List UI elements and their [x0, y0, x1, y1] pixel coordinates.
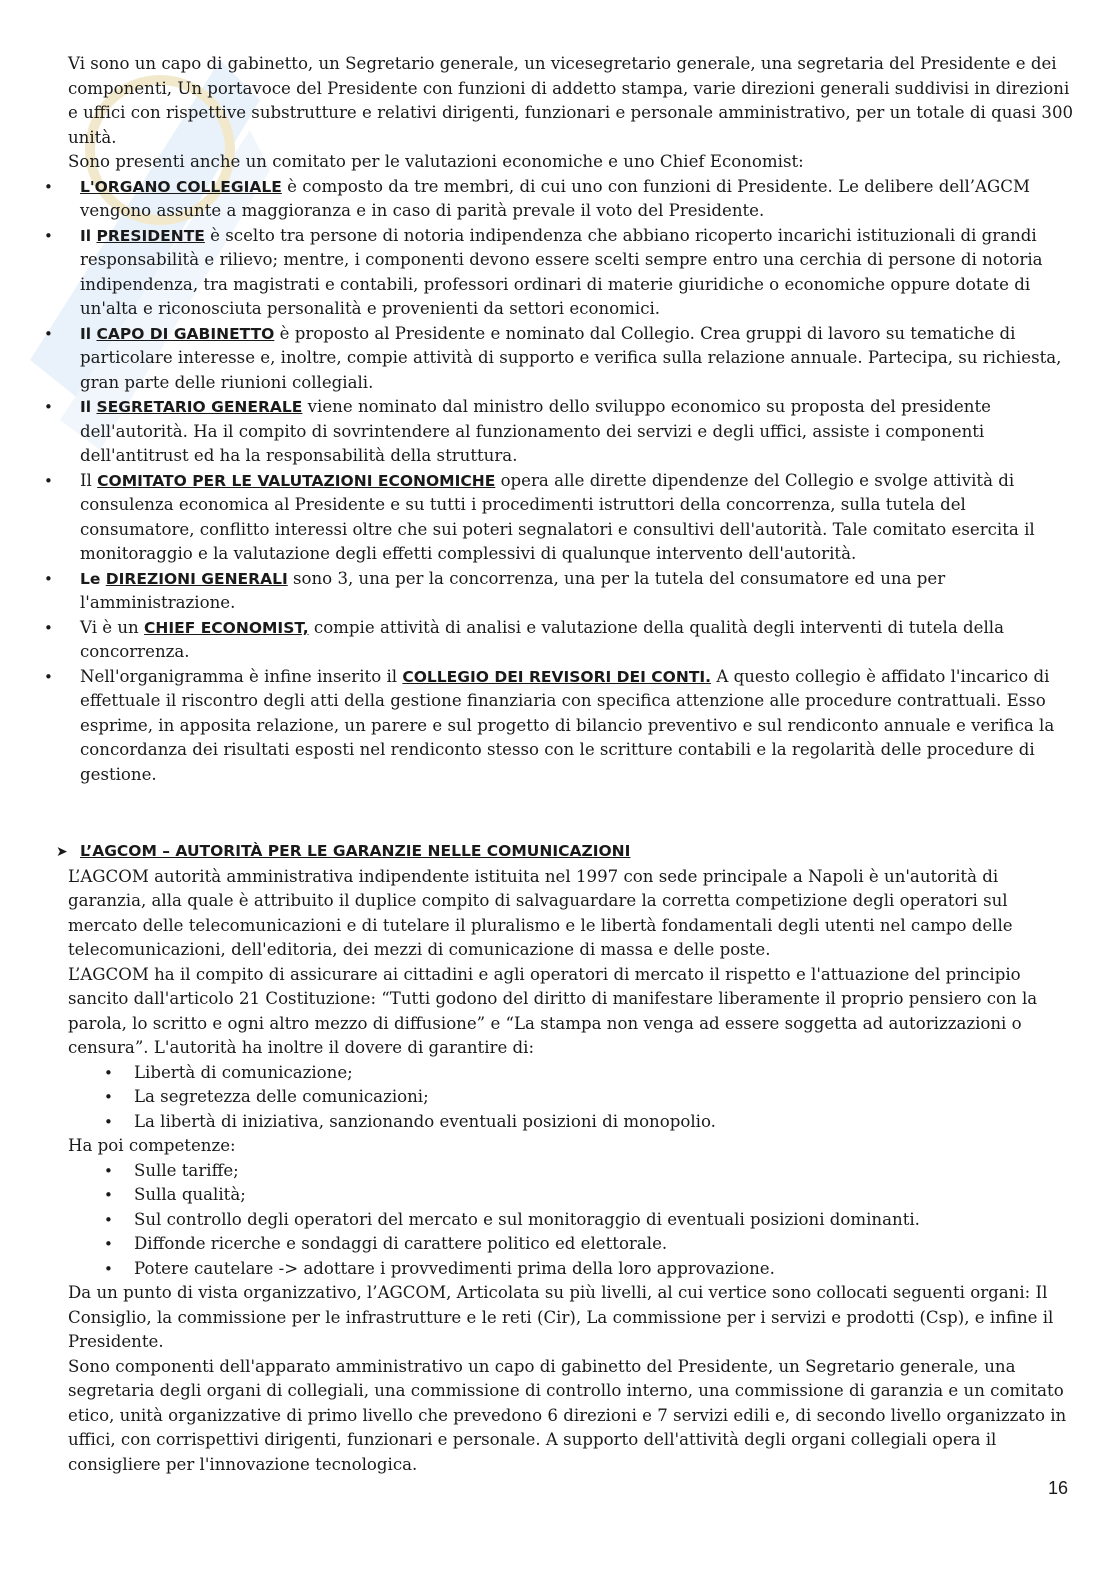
list-item — [68, 322, 1078, 396]
item-term: COLLEGIO DEI REVISORI DEI CONTI. — [402, 667, 712, 686]
agcom-paragraph-4: Da un punto di vista organizzativo, l’AGCOM, Articolata su più livelli, al cui vertice sono collocati seguenti organi: Il Consiglio, la commissione per le infrastrutture e le reti (Cir), La commissione per i servizi e prodotti (Csp), e infine il Presidente. — [68, 1283, 1054, 1351]
list-item: • La segretezza delle comunicazioni; — [134, 1085, 1078, 1110]
agcom-paragraph-1: L’AGCOM autorità amministrativa indipendente istituita nel 1997 con sede principale a Napoli è un'autorità di garanzia, alla quale è attribuito il duplice compito di salvaguardare la corretta competizione degli operatori sul mercato delle telecomunicazioni e di tutelare il pluralismo e le libertà fondamentali degli utenti nel campo delle telecomunicazioni, dell'editoria, dei mezzi di comunicazione di massa e delle poste. — [68, 866, 1013, 959]
item-prefix: Il — [80, 470, 98, 490]
list-item — [68, 395, 1078, 469]
item-prefix: Vi è un — [80, 617, 145, 637]
list-item: • Sulla qualità; — [134, 1183, 1078, 1208]
list-item: • Diffonde ricerche e sondaggi di carattere politico ed elettorale. — [134, 1232, 1078, 1257]
item-term: DIREZIONI GENERALI — [105, 569, 288, 588]
item-term: L'ORGANO COLLEGIALE — [80, 177, 282, 196]
agcom-paragraph-3: Ha poi competenze: — [68, 1136, 236, 1155]
arrow-bullet-icon: ➤ — [56, 844, 68, 860]
item-prefix: Il — [80, 226, 97, 245]
organs-list — [68, 175, 1078, 788]
list-item: • Potere cautelare -> adottare i provvedimenti prima della loro approvazione. — [134, 1257, 1078, 1282]
intro-paragraph-2: Sono presenti anche un comitato per le valutazioni economiche e uno Chief Economist: — [68, 152, 804, 171]
item-prefix: Il — [80, 324, 97, 343]
guarantees-list — [68, 1061, 1078, 1135]
item-text: A questo collegio è affidato l'incarico di effettuale il riscontro degli atti della gestione finanziaria con specifica attenzione alle procedure contrattuali. Esso esprime, in apposita relazione, un parere e sul progetto di bilancio preventivo e sul rendiconto annuale e verifica la concordanza dei risultati esposti nel rendiconto stesso con le scritture contabili e la regolarità delle procedure di gestione. — [80, 666, 1055, 784]
item-text: sono 3, una per la concorrenza, una per la tutela del consumatore ed una per l'amministrazione. — [80, 568, 946, 612]
list-item — [68, 567, 1078, 616]
list-item: • Sul controllo degli operatori del mercato e sul monitoraggio di eventuali posizioni dominanti. — [134, 1208, 1078, 1233]
agcom-paragraph-5: Sono componenti dell'apparato amministrativo un capo di gabinetto del Presidente, un Segretario generale, una segretaria degli organi di collegiali, una commissione di controllo interno, una commissione di garanzia e un comitato etico, unità organizzative di primo livello che prevedono 6 direzioni e 7 servizi edili e, di secondo livello organizzato in uffici, con corrispettivi dirigenti, funzionari e personale. A supporto dell'attività degli organi collegiali opera il consigliere per l'innovazione tecnologica. — [68, 1356, 1067, 1474]
list-item — [68, 665, 1078, 788]
item-term: SEGRETARIO GENERALE — [96, 398, 303, 416]
section-heading — [56, 839, 1078, 865]
item-term: CHIEF ECONOMIST, — [144, 618, 309, 637]
item-term: COMITATO PER LE VALUTAZIONI ECONOMICHE — [97, 471, 496, 490]
list-item: • Libertà di comunicazione; — [134, 1061, 1078, 1086]
list-item — [68, 175, 1078, 224]
item-term: CAPO DI GABINETTO — [96, 324, 275, 343]
item-prefix: Nell'organigramma è infine inserito il — [80, 666, 403, 686]
item-prefix: Le — [80, 569, 106, 588]
list-item: • Sulle tariffe; — [134, 1159, 1078, 1184]
page-content — [56, 52, 1078, 1477]
list-item — [68, 469, 1078, 567]
item-term: PRESIDENTE — [96, 226, 205, 245]
page-number: 16 — [1047, 1478, 1068, 1498]
agcom-paragraph-2: L’AGCOM ha il compito di assicurare ai cittadini e agli operatori di mercato il rispetto e l'attuazione del principio sancito dall'articolo 21 Costituzione: “Tutti godono del diritto di manifestare liberamente il proprio pensiero con la parola, lo scritto e ogni altro mezzo di diffusione” e “La stampa non venga ad essere soggetta ad autorizzazioni o censura”. L'autorità ha inoltre il dovere di garantire di: — [68, 964, 1038, 1057]
section-spacer — [68, 787, 1078, 839]
item-text: viene nominato dal ministro dello sviluppo economico su proposta del presidente dell'autorità. Ha il compito di sovrintendere al funzionamento dei servizi e degli uffici, assiste i componenti dell'antitrust ed ha la responsabilità della struttura. — [80, 397, 991, 465]
item-text: è proposto al Presidente e nominato dal Collegio. Crea gruppi di lavoro su tematiche di particolare interesse e, inoltre, compie attività di supporto e verifica sulla relazione annuale. Partecipa, su richiesta, gran parte delle riunioni collegiali. — [80, 323, 1062, 392]
item-text: è composto da tre membri, di cui uno con funzioni di Presidente. Le delibere dell’AGCM vengono assunte a maggioranza e in caso di parità prevale il voto del Presidente. — [80, 176, 1030, 220]
list-item — [68, 224, 1078, 322]
intro-paragraph-1: Vi sono un capo di gabinetto, un Segretario generale, un vicesegretario generale, una segretaria del Presidente e dei componenti, Un portavoce del Presidente con funzioni di addetto stampa, varie direzioni generali suddivisi in direzioni e uffici con rispettive substrutture e relativi dirigenti, funzionari e personale amministrativo, per un totale di quasi 300 unità. — [68, 54, 1074, 147]
list-item: • La libertà di iniziativa, sanzionando eventuali posizioni di monopolio. — [134, 1110, 1078, 1135]
list-item — [68, 616, 1078, 665]
section-heading-text: L’AGCOM – AUTORITÀ PER LE GARANZIE NELLE COMUNICAZIONI — [80, 842, 631, 860]
item-text: è scelto tra persone di notoria indipendenza che abbiano ricoperto incarichi istituzionali di grandi responsabilità e rilievo; mentre, i componenti devono essere scelti sempre entro una cerchia di persone di notoria indipendenza, tra magistrati e contabili, professori ordinari di materie giuridiche o economiche oppure dotate di un'alta e riconosciuta personalità e provenienti da settori economici. — [80, 225, 1043, 318]
item-text: compie attività di analisi e valutazione della qualità degli interventi di tutela della concorrenza. — [80, 617, 1004, 661]
competences-list — [68, 1159, 1078, 1282]
item-text: opera alle dirette dipendenze del Collegio e svolge attività di consulenza economica al Presidente e su tutti i procedimenti istruttori della concorrenza, sulla tutela del consumatore, conflitto interessi oltre che sui poteri segnalatori e consultivi dell'autorità. Tale comitato esercita il monitoraggio e la valutazione degli effetti complessivi di qualunque intervento dell'autorità. — [80, 470, 1035, 563]
item-prefix: Il — [80, 398, 97, 416]
